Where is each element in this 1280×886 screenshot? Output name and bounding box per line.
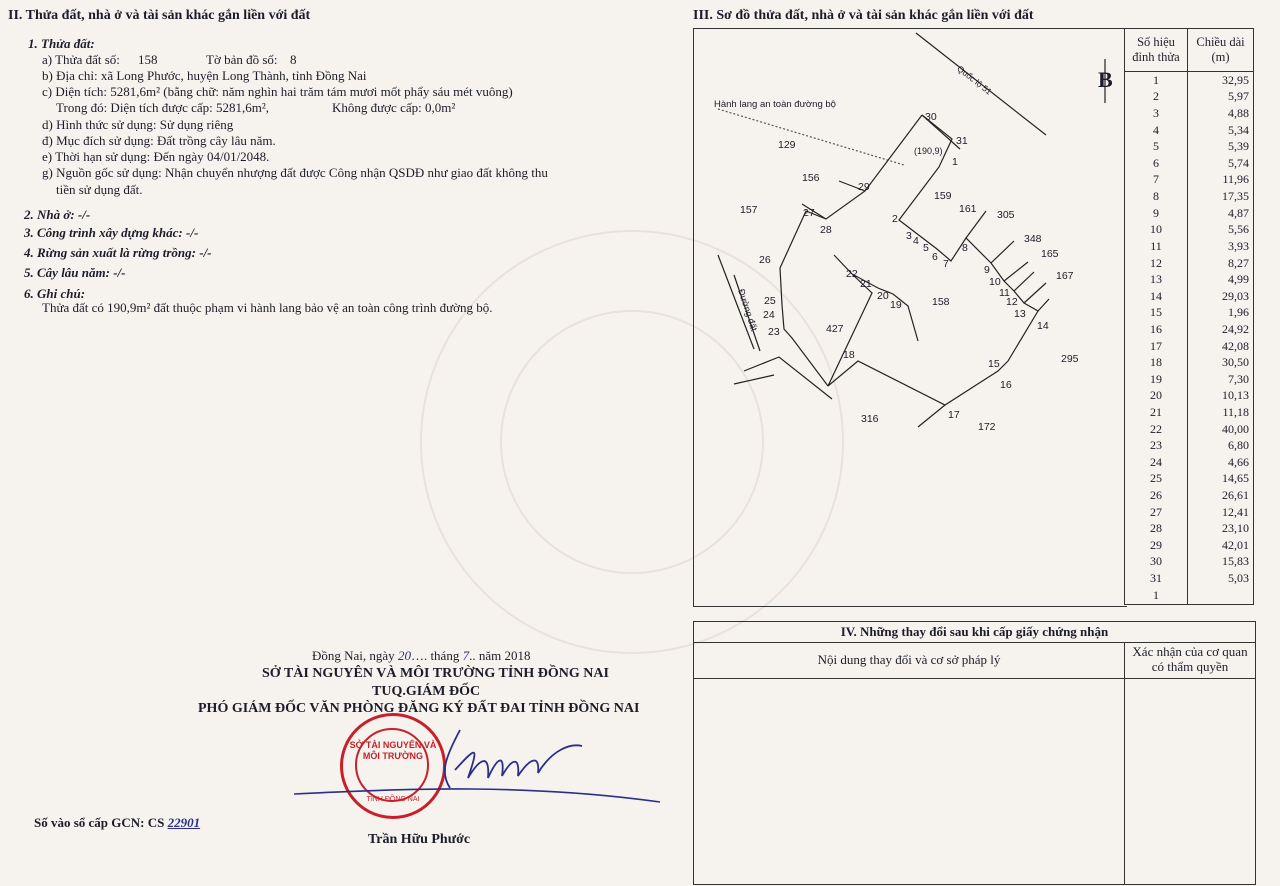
edge-length: 32,95 xyxy=(1188,72,1254,89)
granted-area: Trong đó: Diện tích được cấp: 5281,6m², xyxy=(56,100,270,115)
vertex-number: 7 xyxy=(1125,172,1188,189)
edge-length: 42,01 xyxy=(1188,537,1254,554)
item4-forest: 4. Rừng sản xuất là rừng trồng: -/- xyxy=(24,245,212,260)
vertex-31: 31 xyxy=(956,135,968,147)
parcel-159: 159 xyxy=(934,190,952,202)
table-row xyxy=(1125,537,1254,554)
edge-length: 10,13 xyxy=(1188,388,1254,405)
vertex-30: 30 xyxy=(925,111,937,123)
vertex-number: 3 xyxy=(1125,105,1188,122)
vertex-4: 4 xyxy=(913,235,919,247)
vertex-9: 9 xyxy=(984,264,990,276)
vertex-number: 12 xyxy=(1125,255,1188,272)
section-ii-title: II. Thửa đất, nhà ở và tài sản khác gắn liền với đất xyxy=(8,8,311,23)
edge-length: 5,39 xyxy=(1188,138,1254,155)
table-row xyxy=(1125,520,1254,537)
parcel-295: 295 xyxy=(1061,353,1079,365)
table-row xyxy=(1125,255,1254,272)
table-row xyxy=(1125,89,1254,106)
vertex-5: 5 xyxy=(923,242,929,254)
authorization-line: TUQ.GIÁM ĐỐC xyxy=(372,684,481,699)
vertex-number: 14 xyxy=(1125,288,1188,305)
item5-perennial: 5. Cây lâu năm: -/- xyxy=(24,265,126,280)
vertex-number: 9 xyxy=(1125,205,1188,222)
table-header-vertex: Số hiệu đỉnh thửa xyxy=(1125,29,1188,72)
parcel-316: 316 xyxy=(861,413,879,425)
edge-length: 5,74 xyxy=(1188,155,1254,172)
item6-notes-title: 6. Ghi chú: xyxy=(24,286,86,301)
table-row xyxy=(1125,305,1254,322)
edge-length xyxy=(1188,587,1254,605)
vertex-number: 13 xyxy=(1125,271,1188,288)
edge-length: 5,97 xyxy=(1188,89,1254,106)
vertex-number: 30 xyxy=(1125,554,1188,571)
vertex-number: 10 xyxy=(1125,222,1188,239)
vertex-number: 15 xyxy=(1125,305,1188,322)
vertex-number: 22 xyxy=(1125,421,1188,438)
vertex-15: 15 xyxy=(988,358,1000,370)
table-row xyxy=(1125,371,1254,388)
table-row xyxy=(1125,271,1254,288)
vertex-22: 22 xyxy=(846,268,858,280)
table-row xyxy=(1125,587,1254,605)
edge-length: 5,03 xyxy=(1188,570,1254,587)
section-iv-title: IV. Những thay đổi sau khi cấp giấy chứng nhận xyxy=(840,624,1109,639)
vertex-number: 24 xyxy=(1125,454,1188,471)
table-row xyxy=(1125,487,1254,504)
vertex-23: 23 xyxy=(768,326,780,338)
usage-form: d) Hình thức sử dụng: Sử dụng riêng xyxy=(42,117,234,132)
parcel-157: 157 xyxy=(740,204,758,216)
vertex-number: 29 xyxy=(1125,537,1188,554)
signer-title: PHÓ GIÁM ĐỐC VĂN PHÒNG ĐĂNG KÝ ĐẤT ĐAI TỈNH ĐỒNG NAI xyxy=(198,701,640,716)
table-row xyxy=(1125,122,1254,139)
vertex-number: 19 xyxy=(1125,371,1188,388)
seal-text: SỞ TÀI NGUYÊN VÀ MÔI TRƯỜNG xyxy=(349,740,437,761)
edge-length: 8,27 xyxy=(1188,255,1254,272)
vertex-length-rows xyxy=(1125,72,1254,605)
table-row xyxy=(1125,504,1254,521)
parcel-number-label: a) Thửa đất số: xyxy=(42,52,120,67)
vertex-11: 11 xyxy=(999,287,1010,299)
usage-purpose: đ) Mục đích sử dụng: Đất trồng cây lâu năm. xyxy=(42,133,276,148)
edge-length: 1,96 xyxy=(1188,305,1254,322)
vertex-number: 8 xyxy=(1125,188,1188,205)
vertex-number: 6 xyxy=(1125,155,1188,172)
vertex-6: 6 xyxy=(932,251,938,263)
table-row xyxy=(1125,354,1254,371)
usage-term: e) Thời hạn sử dụng: Đến ngày 04/01/2048. xyxy=(42,149,270,164)
vertex-number: 26 xyxy=(1125,487,1188,504)
vertex-10: 10 xyxy=(989,276,1001,288)
vertex-27: 27 xyxy=(803,207,815,219)
vertex-16: 16 xyxy=(1000,379,1012,391)
edge-length: 15,83 xyxy=(1188,554,1254,571)
parcel-156: 156 xyxy=(802,172,820,184)
vertex-number: 27 xyxy=(1125,504,1188,521)
parcel-167: 167 xyxy=(1056,270,1074,282)
parcel-427: 427 xyxy=(826,323,844,335)
vertex-28: 28 xyxy=(820,224,832,236)
seal-sub-text: TỈNH ĐỒNG NAI xyxy=(366,796,420,803)
date-line: Đồng Nai, ngày 20…. tháng 7.. năm 2018 xyxy=(312,648,531,663)
parcel-161: 161 xyxy=(959,203,977,215)
table-header-length: Chiều dài (m) xyxy=(1188,29,1254,72)
section-iv xyxy=(693,621,1256,885)
vertex-20: 20 xyxy=(877,290,889,302)
register-line xyxy=(34,815,200,831)
table-row xyxy=(1125,321,1254,338)
vertex-number: 1 xyxy=(1125,587,1188,605)
origin-line-2: tiền sử dụng đất. xyxy=(56,182,143,197)
edge-length: 42,08 xyxy=(1188,338,1254,355)
parcel-drawing xyxy=(694,29,1127,606)
vertex-number: 5 xyxy=(1125,138,1188,155)
vertex-number: 11 xyxy=(1125,238,1188,255)
date-day: 20 xyxy=(397,648,411,663)
table-row xyxy=(1125,288,1254,305)
table-row xyxy=(1125,570,1254,587)
parcel-172: 172 xyxy=(978,421,996,433)
edge-length: 3,93 xyxy=(1188,238,1254,255)
vertex-number: 1 xyxy=(1125,72,1188,89)
vertex-number: 16 xyxy=(1125,321,1188,338)
vertex-number: 2 xyxy=(1125,89,1188,106)
table-row xyxy=(1125,421,1254,438)
table-row xyxy=(1125,554,1254,571)
edge-length: 12,41 xyxy=(1188,504,1254,521)
vertex-24: 24 xyxy=(763,309,775,321)
date-month: 7 xyxy=(462,648,470,663)
vertex-26: 26 xyxy=(759,254,771,266)
vertex-number: 4 xyxy=(1125,122,1188,139)
origin-line-1: g) Nguồn gốc sử dụng: Nhận chuyển nhượng đất được Công nhận QSDĐ như giao đất không thu xyxy=(42,165,548,180)
issuing-department: SỞ TÀI NGUYÊN VÀ MÔI TRƯỜNG TỈNH ĐỒNG NAI xyxy=(262,666,609,681)
edge-length: 5,56 xyxy=(1188,222,1254,239)
edge-length: 6,80 xyxy=(1188,437,1254,454)
vertex-1: 1 xyxy=(952,156,958,168)
table-row xyxy=(1125,222,1254,239)
vertex-number: 25 xyxy=(1125,471,1188,488)
vertex-12: 12 xyxy=(1006,296,1018,308)
vertex-3: 3 xyxy=(906,230,912,242)
note-text: Thửa đất có 190,9m² đất thuộc phạm vi hành lang bảo vệ an toàn công trình đường bộ. xyxy=(42,300,493,315)
vertex-17: 17 xyxy=(948,409,960,421)
vertex-number: 23 xyxy=(1125,437,1188,454)
table-row xyxy=(1125,454,1254,471)
vertex-number: 17 xyxy=(1125,338,1188,355)
edge-length: 17,35 xyxy=(1188,188,1254,205)
table-row xyxy=(1125,155,1254,172)
edge-length: 11,96 xyxy=(1188,172,1254,189)
changes-column-header: Nội dung thay đổi và cơ sở pháp lý xyxy=(817,652,1001,667)
edge-length: 26,61 xyxy=(1188,487,1254,504)
table-row xyxy=(1125,388,1254,405)
edge-length: 23,10 xyxy=(1188,520,1254,537)
date-year: năm 2018 xyxy=(478,648,531,663)
section-iii-title: III. Sơ đồ thửa đất, nhà ở và tài sản khác gắn liền với đất xyxy=(693,8,1034,23)
vertex-14: 14 xyxy=(1037,320,1049,332)
table-row xyxy=(1125,138,1254,155)
parcel-158: 158 xyxy=(932,296,950,308)
table-row xyxy=(1125,404,1254,421)
parcel-305: 305 xyxy=(997,209,1015,221)
highway-label: Quốc lộ 51 xyxy=(955,63,994,97)
signature xyxy=(290,718,670,818)
table-row xyxy=(1125,205,1254,222)
area-line: c) Diện tích: 5281,6m² (bằng chữ: năm nghìn hai trăm tám mươi mốt phẩy sáu mét vuông) xyxy=(42,84,513,99)
table-row xyxy=(1125,471,1254,488)
vertex-number: 20 xyxy=(1125,388,1188,405)
vertex-25: 25 xyxy=(764,295,776,307)
vertex-number: 18 xyxy=(1125,354,1188,371)
edge-length: 4,88 xyxy=(1188,105,1254,122)
signer-name: Trần Hữu Phước xyxy=(368,832,471,847)
edge-length: 29,03 xyxy=(1188,288,1254,305)
edge-length: 4,99 xyxy=(1188,271,1254,288)
corridor-label: Hành lang an toàn đường bộ xyxy=(714,99,836,110)
vertex-7: 7 xyxy=(943,258,949,270)
vertex-number: 31 xyxy=(1125,570,1188,587)
item3-construction: 3. Công trình xây dựng khác: -/- xyxy=(24,225,199,240)
parcel-348: 348 xyxy=(1024,233,1042,245)
register-label: Số vào sổ cấp GCN: CS xyxy=(34,815,165,830)
edge-length: 7,30 xyxy=(1188,371,1254,388)
parcel-sketch xyxy=(693,28,1127,607)
corridor-area: (190,9) xyxy=(914,146,943,156)
not-granted-area: Không được cấp: 0,0m² xyxy=(332,100,456,115)
vertex-2: 2 xyxy=(892,213,898,225)
vertex-13: 13 xyxy=(1014,308,1026,320)
vertex-length-table xyxy=(1124,28,1254,605)
edge-length: 4,66 xyxy=(1188,454,1254,471)
parcel-165: 165 xyxy=(1041,248,1059,260)
vertex-8: 8 xyxy=(962,242,968,254)
table-row xyxy=(1125,338,1254,355)
north-arrow-icon: B xyxy=(1098,67,1113,92)
map-sheet-label: Tờ bản đồ số: xyxy=(206,52,278,67)
vertex-21: 21 xyxy=(860,278,872,290)
vertex-number: 21 xyxy=(1125,404,1188,421)
table-row xyxy=(1125,188,1254,205)
edge-length: 40,00 xyxy=(1188,421,1254,438)
parcel-number: 158 xyxy=(138,52,158,67)
map-sheet-number: 8 xyxy=(290,52,297,67)
vertex-29: 29 xyxy=(858,181,870,193)
edge-length: 11,18 xyxy=(1188,404,1254,421)
date-month-label: tháng xyxy=(430,648,460,663)
register-number: 22901 xyxy=(167,815,201,830)
edge-length: 4,87 xyxy=(1188,205,1254,222)
table-row xyxy=(1125,238,1254,255)
confirmation-column-header: Xác nhận của cơ quan có thẩm quyền xyxy=(1132,644,1248,674)
vertex-18: 18 xyxy=(843,349,855,361)
table-row xyxy=(1125,105,1254,122)
dirt-road-label: Đường đất xyxy=(736,287,760,333)
item2-house: 2. Nhà ở: -/- xyxy=(24,207,91,222)
address-line: b) Địa chỉ: xã Long Phước, huyện Long Thành, tỉnh Đồng Nai xyxy=(42,68,367,83)
table-row xyxy=(1125,72,1254,89)
vertex-number: 28 xyxy=(1125,520,1188,537)
table-row xyxy=(1125,172,1254,189)
vertex-19: 19 xyxy=(890,299,902,311)
table-row xyxy=(1125,437,1254,454)
edge-length: 14,65 xyxy=(1188,471,1254,488)
date-prefix: Đồng Nai, ngày xyxy=(312,648,395,663)
item1-title: 1. Thửa đất: xyxy=(28,36,95,51)
parcel-129: 129 xyxy=(778,139,796,151)
edge-length: 24,92 xyxy=(1188,321,1254,338)
edge-length: 5,34 xyxy=(1188,122,1254,139)
edge-length: 30,50 xyxy=(1188,354,1254,371)
